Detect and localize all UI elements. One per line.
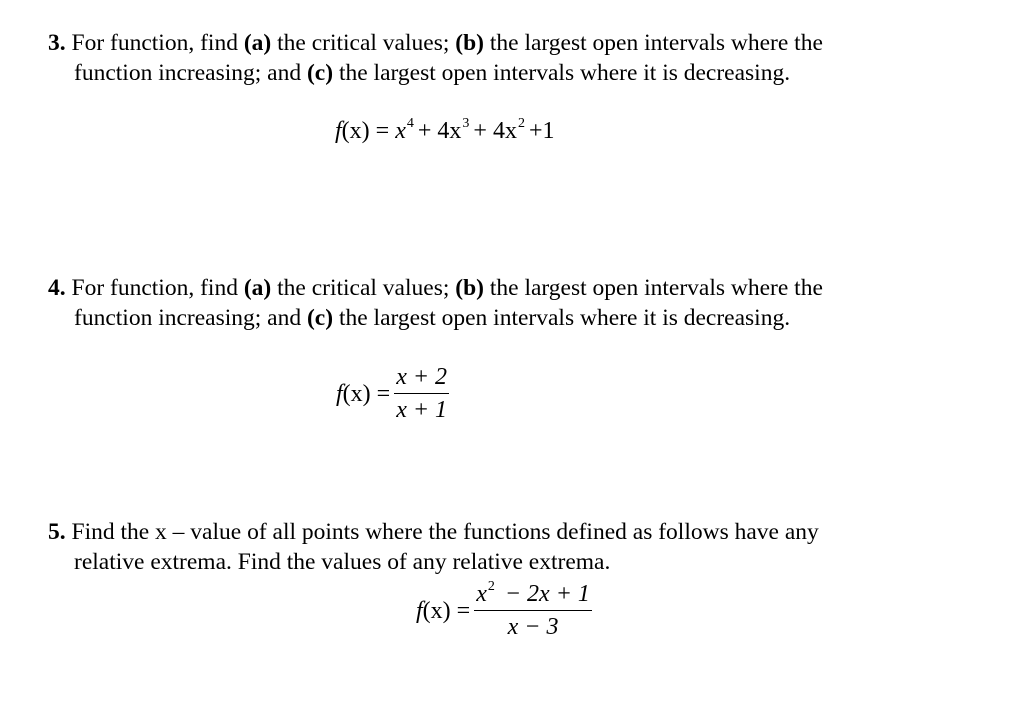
problem-text: function increasing; and: [74, 60, 307, 86]
function-name: f: [335, 118, 342, 144]
equation-lhs-text: (x) =: [342, 380, 391, 407]
fraction: [474, 581, 592, 641]
equation-3: [416, 581, 592, 641]
problem-text: the largest open intervals where the: [483, 275, 823, 301]
exponent: 4: [406, 116, 414, 131]
problem-4: [48, 273, 988, 333]
problem-number: 3.: [48, 30, 66, 56]
term: − 2x + 1: [498, 581, 590, 607]
equation-lhs: (x) =: [341, 118, 396, 144]
problem-text: function increasing; and: [74, 305, 307, 331]
problem-text: For function, find: [65, 275, 244, 301]
fraction-numerator: [474, 581, 592, 611]
problem-text: the critical values;: [271, 275, 456, 301]
problem-number: 4.: [48, 275, 66, 301]
problem-5-line-2: relative extrema. Find the values of any relative extrema.: [74, 549, 611, 575]
problem-3: [48, 28, 988, 88]
problem-number: 5.: [48, 519, 66, 545]
equation-lhs: [336, 381, 390, 408]
problem-text: Find the x – value of all points where the functions defined as follows have any: [65, 519, 819, 545]
fraction-denominator: x − 3: [507, 614, 559, 640]
exponent: 2: [517, 116, 525, 131]
part-label-c: (c): [306, 60, 334, 86]
function-name: f: [336, 380, 343, 407]
part-label-a: (a): [243, 30, 272, 56]
fraction: [394, 364, 449, 424]
problem-text: For function, find: [65, 30, 244, 56]
term-base: x: [476, 581, 487, 607]
problem-5-line-1: [48, 519, 819, 545]
function-name: f: [416, 597, 423, 624]
term: + 4x: [417, 118, 462, 144]
part-label-c: (c): [306, 305, 334, 331]
equation-lhs-text: (x) =: [422, 597, 471, 624]
equation-1: [335, 118, 555, 145]
term-base: x: [395, 118, 406, 144]
problem-4-line-2: [48, 303, 988, 333]
part-label-b: (b): [455, 275, 484, 301]
problem-5: [48, 517, 988, 577]
fraction-denominator: x + 1: [396, 397, 448, 423]
exponent: 2: [487, 579, 495, 594]
part-label-a: (a): [243, 275, 272, 301]
part-label-b: (b): [455, 30, 484, 56]
problem-3-line-1: [48, 30, 823, 56]
problem-text: the largest open intervals where it is decreasing.: [333, 60, 791, 86]
problem-text: the largest open intervals where the: [483, 30, 823, 56]
term: +1: [528, 118, 555, 144]
exponent: 3: [462, 116, 470, 131]
problem-3-line-2: [48, 58, 988, 88]
problem-4-line-1: [48, 275, 823, 301]
fraction-numerator: x + 2: [394, 364, 449, 394]
term: + 4x: [473, 118, 517, 144]
equation-lhs: [416, 598, 470, 625]
problem-text: the largest open intervals where it is decreasing.: [333, 305, 791, 331]
problem-text: the critical values;: [271, 30, 456, 56]
equation-2: [336, 364, 449, 424]
